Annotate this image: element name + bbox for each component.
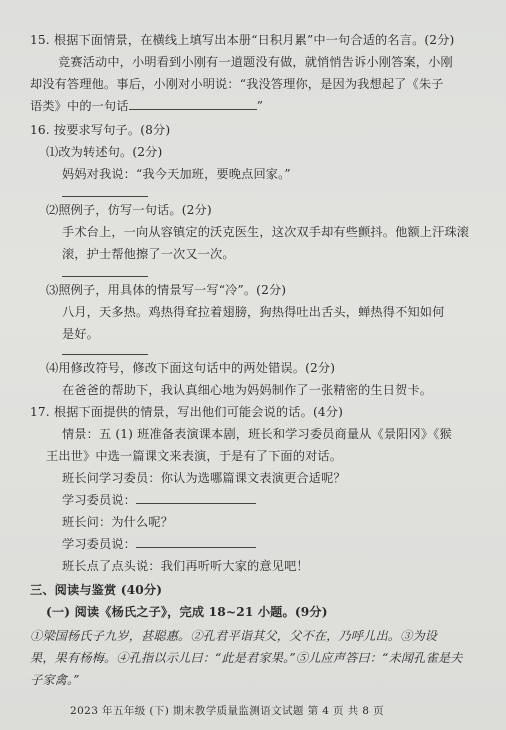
q15-answer-blank[interactable] [129,109,257,110]
page-footer: 2023 年五年级 (下) 期末教学质量监测语文试题 第 4 页 共 8 页 [70,705,385,717]
q16-part1-text: 妈妈对我说：“我今天加班，要晚点回家。” [62,167,291,181]
passage-line2: 果，果有杨梅。④孔指以示儿曰：“此是君家果。”⑤儿应声答曰：“未闻孔雀是夫 [30,651,463,665]
section3-heading: 三、阅读与鉴赏 (40分) [30,583,163,597]
q15-close-quote: ” [256,99,264,113]
q16-part3-label: ⑶照例子，用具体的情景写一写“冷”。(2分) [46,283,287,297]
q15-body-line3-text: 语类》中的一句话 [30,99,129,113]
q16-part2-line1: 手术台上，一向从容镇定的沃克医生，这次双手却有些颤抖。他额上汗珠滚 [62,225,470,239]
q17-dialog-committee-2 [62,538,256,550]
q16-part1-answer-line[interactable] [62,196,148,197]
q17-dialog-committee-1 [62,494,256,506]
q17-dialog-monitor-why: 班长问：为什么呢？ [62,515,174,529]
q17-dialog-monitor-close: 班长点了点头说：我们再听听大家的意见吧！ [62,559,309,573]
q16-part2-line2: 滚，护士帮他擦了一次又一次。 [62,247,235,261]
q16-part3-line2: 是好。 [62,327,100,341]
q16-part4-label: ⑷用修改符号，修改下面这句话中的两处错误。(2分) [46,361,336,375]
q17-answer-blank-2[interactable] [136,547,256,548]
q17-dialog-committee-1-label: 学习委员说： [62,493,137,507]
q16-part4-text: 在爸爸的帮助下，我认真细心地为妈妈制作了一张精密的生日贺卡。 [62,383,433,397]
q16-part3-line1: 八月，天多热。鸡热得耷拉着翅膀，狗热得吐出舌头，蝉热得不知如何 [62,305,445,319]
q16-part2-label: ⑵照例子，仿写一句话。(2分) [46,203,212,217]
section3-subheading: (一) 阅读《杨氏之子》，完成 18~21 小题。(9分) [46,605,328,619]
q17-dialog-committee-2-label: 学习委员说： [62,537,137,551]
q16-part2-answer-line[interactable] [62,276,148,277]
q15-body-line2: 却没有答理他。事后，小刚对小明说：“我没答理你，是因为我想起了《朱子 [30,77,444,91]
q16-part1-label: ⑴改为转述句。(2分) [46,145,163,159]
q15-body-line3 [30,100,263,112]
q17-title: 17. 根据下面提供的情景，写出他们可能会说的话。(4分) [30,405,343,419]
q17-answer-blank-1[interactable] [136,503,256,504]
q15-title: 15. 根据下面情景，在横线上填写出本册“日积月累”中一句合适的名言。(2分) [30,33,455,47]
q16-title: 16. 按要求写句子。(8分) [30,123,171,137]
passage-line3: 子家禽。” [30,673,80,687]
q17-dialog-monitor-ask: 班长问学习委员：你认为选哪篇课文表演更合适呢？ [62,471,346,485]
q17-context-line2: 王出世》中选一篇课文来表演，于是有了下面的对话。 [46,449,343,463]
passage-line1: ①梁国杨氏子九岁，甚聪惠。②孔君平诣其父，父不在，乃呼儿出。③为设 [30,629,438,643]
q15-body-line1: 竞赛活动中，小明看到小刚有一道题没有做，就悄悄告诉小刚答案，小刚 [58,55,453,69]
q17-context-line1: 情景：五 (1) 班准备表演课本剧，班长和学习委员商量从《景阳冈》《猴 [62,427,452,441]
q16-part3-answer-line[interactable] [62,354,148,355]
